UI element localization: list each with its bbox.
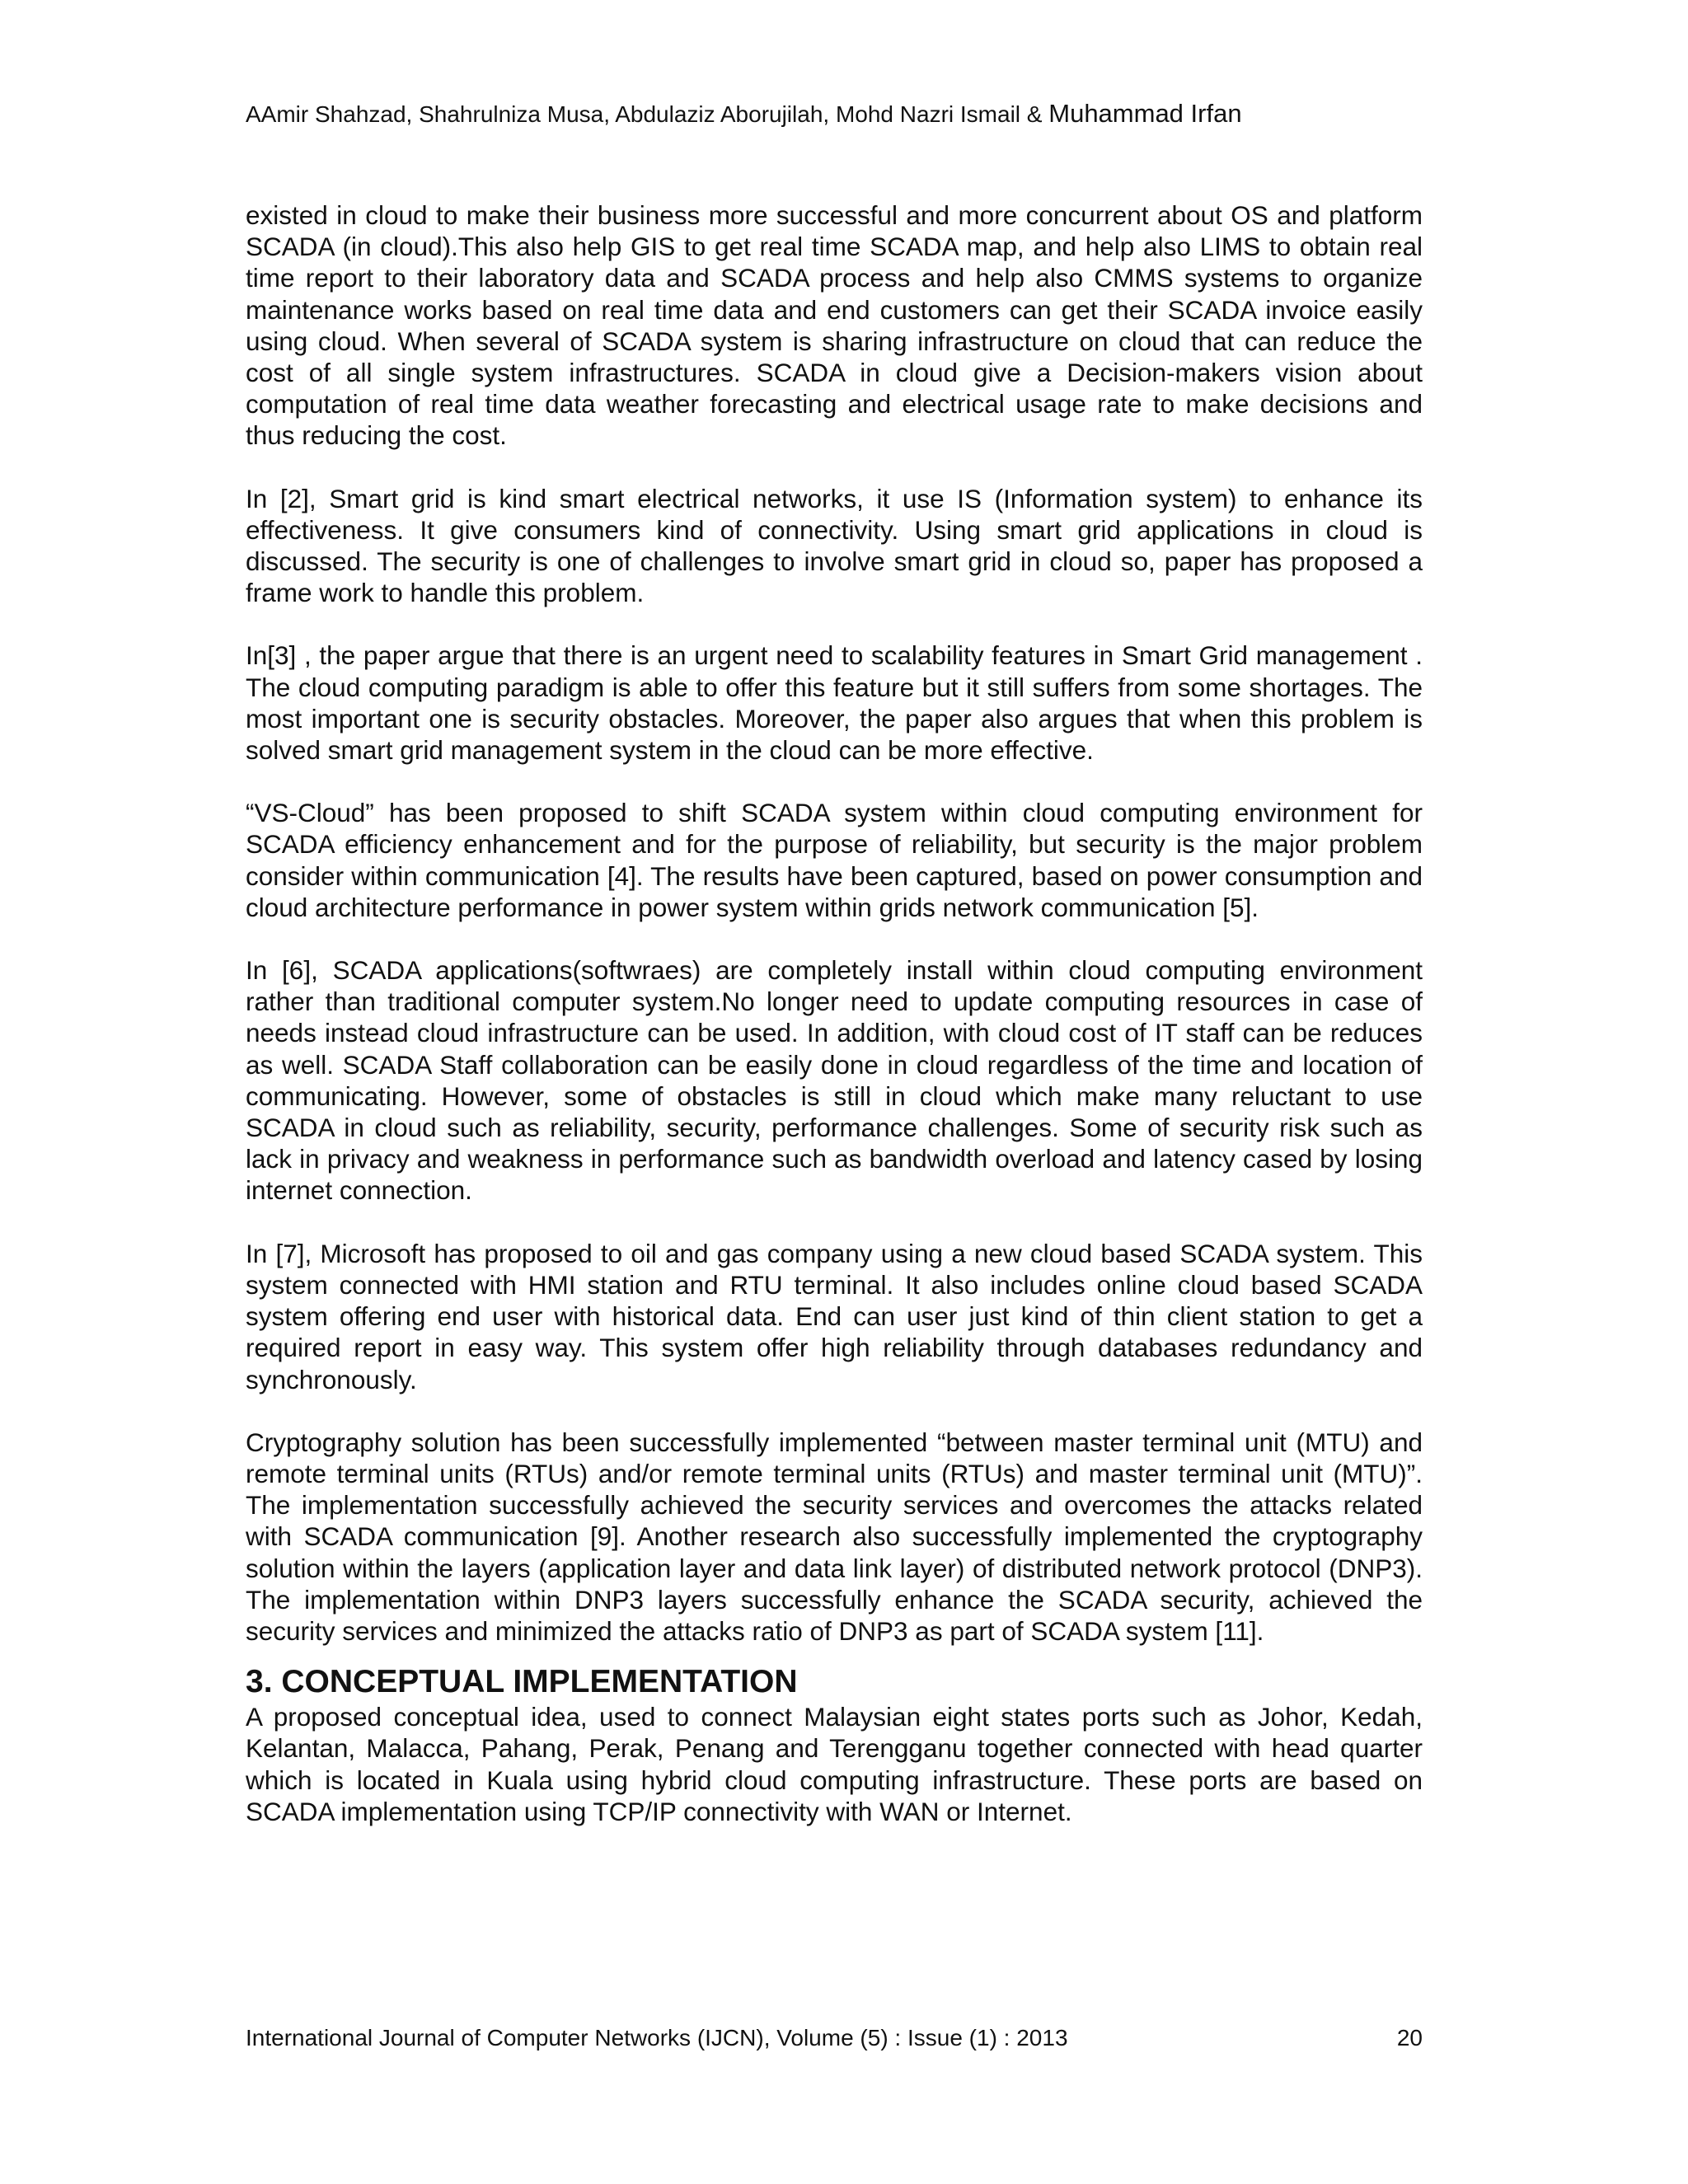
paragraph-smart-grid-ref2: In [2], Smart grid is kind smart electrical networks, it use IS (Information system) to enhance its effectiveness. It give consumers kind of connectivity. Using smart grid applications in cloud is discussed. The security is one of challenges to involve smart grid in cloud so, paper has proposed a frame work to handle this problem.: [246, 483, 1423, 608]
paragraph-cloud-scada-benefits: existed in cloud to make their business more successful and more concurrent about OS and platform SCADA (in cloud).This also help GIS to get real time SCADA map, and help also LIMS to obtain real time report to their laboratory data and SCADA process and help also CMMS systems to organize maintenance works based on real time data and end customers can get their SCADA invoice easily using cloud. When several of SCADA system is sharing infrastructure on cloud that can reduce the cost of all single system infrastructures. SCADA in cloud give a Decision-makers vision about computation of real time data weather forecasting and electrical usage rate to make decisions and thus reducing the cost.: [246, 200, 1423, 451]
paragraph-scada-applications-ref6: In [6], SCADA applications(softwraes) are completely install within cloud computing environment rather than traditional computer system.No longer need to update computing resources in case of needs instead cloud infrastructure can be used. In addition, with cloud cost of IT staff can be reduces as well. SCADA Staff collaboration can be easily done in cloud regardless of the time and location of communicating. However, some of obstacles is still in cloud which make many reluctant to use SCADA in cloud such as reliability, security, performance challenges. Some of security risk such as lack in privacy and weakness in performance such as bandwidth overload and latency cased by losing internet connection.: [246, 955, 1423, 1206]
footer-journal: International Journal of Computer Networks (IJCN), Volume (5) : Issue (1) : 2013: [246, 2025, 1068, 2050]
page-footer: [246, 2023, 1423, 2053]
paragraph-microsoft-ref7: In [7], Microsoft has proposed to oil and gas company using a new cloud based SCADA system. This system connected with HMI station and RTU terminal. It also includes online cloud based SCADA system offering end user with historical data. End can user just kind of thin client station to get a required report in easy way. This system offer high reliability through databases redundancy and synchronously.: [246, 1238, 1423, 1394]
running-header: [246, 99, 1449, 129]
article-body: [246, 199, 1423, 1827]
header-last-author: Muhammad Irfan: [1048, 99, 1242, 128]
section-paragraph: A proposed conceptual idea, used to connect Malaysian eight states ports such as Johor, Kedah, Kelantan, Malacca, Pahang, Perak, Penang and Terengganu together connected with head quarter which is located in Kuala using hybrid cloud computing infrastructure. These ports are based on SCADA implementation using TCP/IP connectivity with WAN or Internet.: [246, 1702, 1423, 1826]
paragraph-cryptography: Cryptography solution has been successfully implemented “between master terminal unit (MTU) and remote terminal units (RTUs) and/or remote terminal units (RTUs) and master terminal unit (MTU)”. The implementation successfully achieved the security services and overcomes the attacks related with SCADA communication [9]. Another research also successfully implemented the cryptography solution within the layers (application layer and data link layer) of distributed network protocol (DNP3). The implementation within DNP3 layers successfully enhance the SCADA security, achieved the security services and minimized the attacks ratio of DNP3 as part of SCADA system [11].: [246, 1427, 1423, 1646]
section-heading: 3. CONCEPTUAL IMPLEMENTATION: [246, 1664, 798, 1700]
page-number: 20: [1396, 2025, 1423, 2050]
paragraph-vs-cloud: “VS-Cloud” has been proposed to shift SCADA system within cloud computing environment for SCADA efficiency enhancement and for the purpose of reliability, but security is the major problem consider within communication [4]. The results have been captured, based on power consumption and cloud architecture performance in power system within grids network communication [5].: [246, 798, 1423, 922]
paragraph-scalability-ref3: In[3] , the paper argue that there is an urgent need to scalability features in Smart Grid management . The cloud computing paradigm is able to offer this feature but it still suffers from some shortages. The most important one is security obstacles. Moreover, the paper also argues that when this problem is solved smart grid management system in the cloud can be more effective.: [246, 640, 1423, 766]
header-authors: AAmir Shahzad, Shahrulniza Musa, Abdulaziz Aborujilah, Mohd Nazri Ismail &: [246, 101, 1049, 127]
